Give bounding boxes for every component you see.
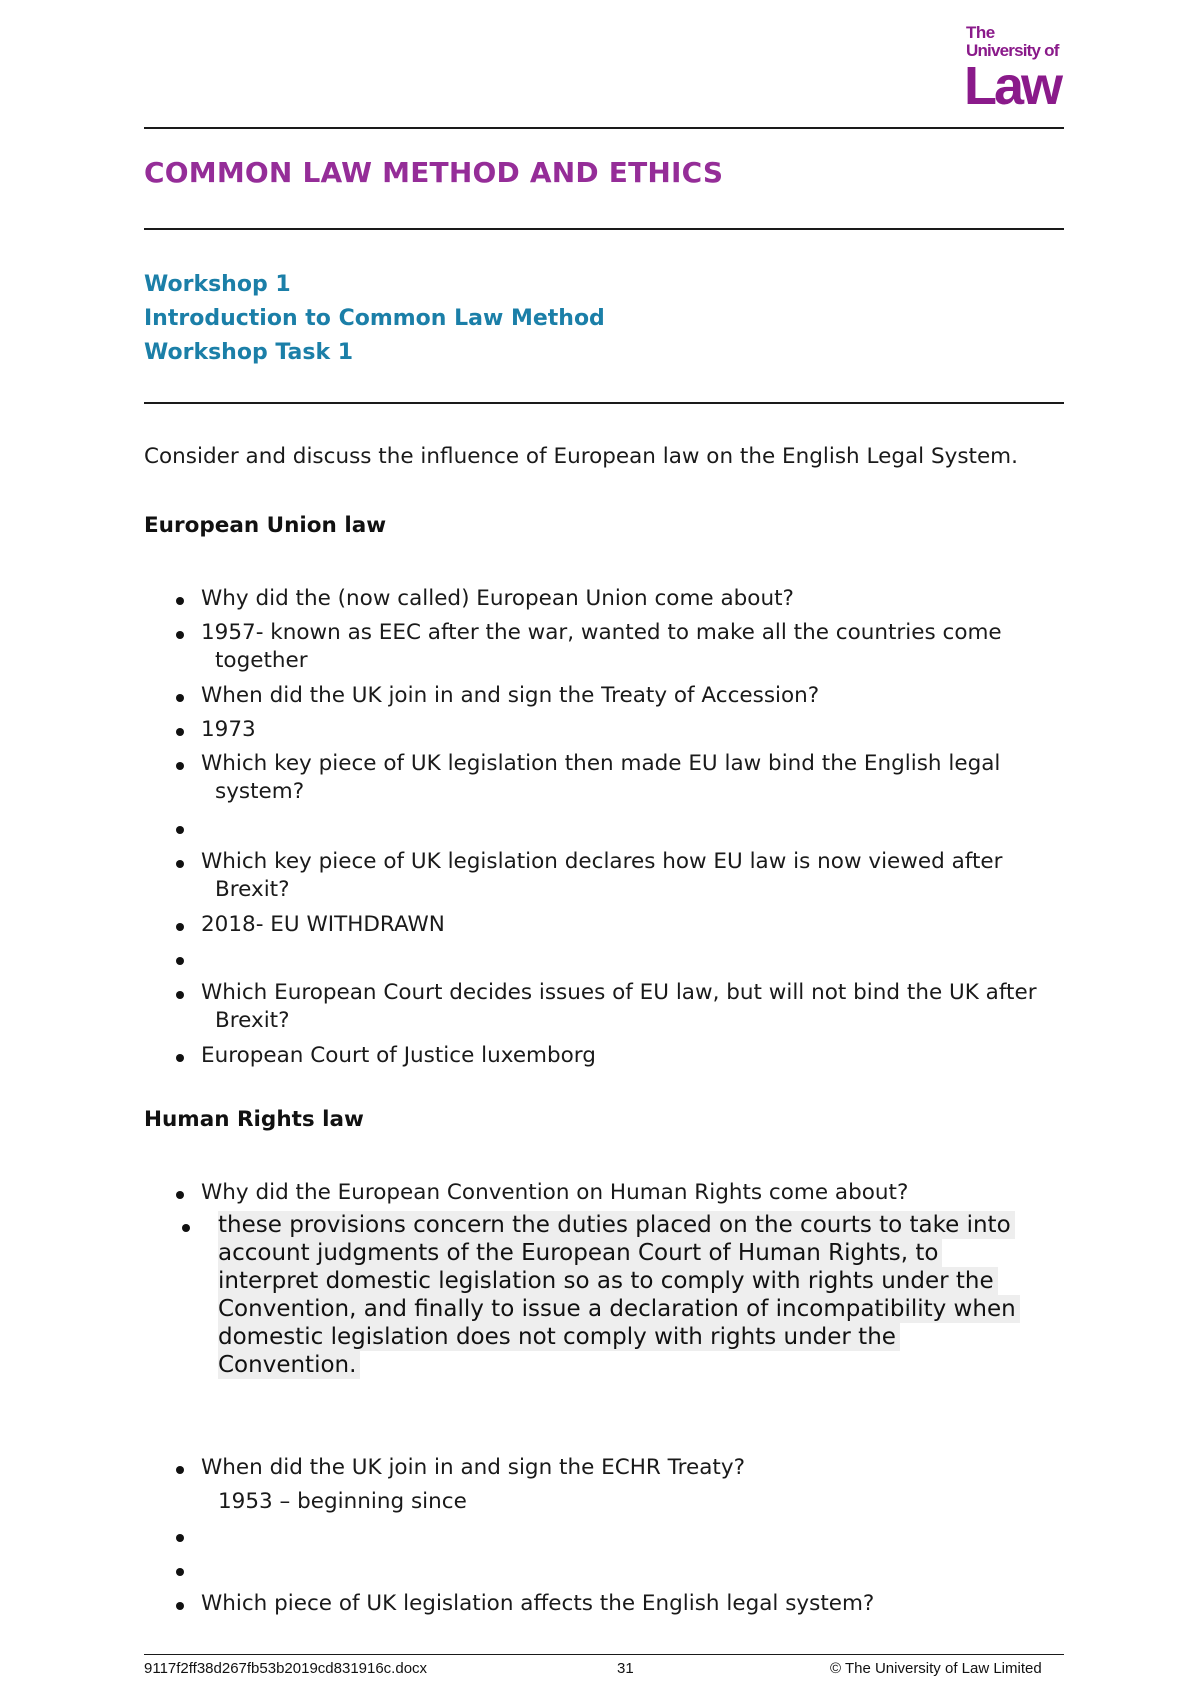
bullet-icon <box>176 1568 184 1576</box>
list-item-text: 1957- known as EEC after the war, wanted to make all the countries come <box>201 620 1002 645</box>
list-item-text-continued: Brexit? <box>215 877 290 902</box>
bullet-icon <box>176 631 184 639</box>
bullet-icon <box>176 728 184 736</box>
list-item-text: 1973 <box>201 717 256 742</box>
footer-copyright: © The University of Law Limited <box>830 1660 1042 1677</box>
logo-line-2: University of <box>966 41 1059 60</box>
bullet-icon <box>176 1466 184 1474</box>
bullet-icon <box>182 1224 190 1232</box>
bullet-icon <box>176 957 184 965</box>
list-item-text: Why did the (now called) European Union come about? <box>201 586 794 611</box>
university-logo <box>964 23 1066 116</box>
list-item-text: When did the UK join in and sign the ECHR Treaty? <box>201 1455 745 1480</box>
bullet-icon <box>176 923 184 931</box>
quote-line: interpret domestic legislation so as to comply with rights under the <box>218 1267 998 1295</box>
logo-line-1: The <box>966 23 995 42</box>
quote-line: Convention, and finally to issue a declaration of incompatibility when <box>218 1295 1020 1323</box>
bullet-icon <box>176 1054 184 1062</box>
list-item-text: Which key piece of UK legislation then made EU law bind the English legal <box>201 751 1001 776</box>
eu-heading: European Union law <box>144 513 387 538</box>
list-item-text: Why did the European Convention on Human Rights come about? <box>201 1180 909 1205</box>
quote-line: domestic legislation does not comply with rights under the <box>218 1323 900 1351</box>
bullet-icon <box>176 1534 184 1542</box>
quote-line: these provisions concern the duties placed on the courts to take into <box>218 1211 1015 1239</box>
hr-heading: Human Rights law <box>144 1107 364 1132</box>
footer-filename: 9117f2ff38d267fb53b2019cd831916c.docx <box>144 1660 428 1677</box>
bullet-icon <box>176 860 184 868</box>
list-item-text: When did the UK join in and sign the Treaty of Accession? <box>201 683 820 708</box>
list-item-text: Which key piece of UK legislation declares how EU law is now viewed after <box>201 849 1003 874</box>
divider-title <box>144 228 1064 230</box>
page-title: COMMON LAW METHOD AND ETHICS <box>144 156 724 189</box>
quote-line: Convention. <box>218 1351 360 1379</box>
list-item-text-continued: together <box>215 648 308 673</box>
logo-line-3: Law <box>964 56 1061 116</box>
footer-divider <box>144 1654 1064 1655</box>
bullet-icon <box>176 991 184 999</box>
bullet-icon <box>176 597 184 605</box>
list-item-text: 2018- EU WITHDRAWN <box>201 912 445 937</box>
bullet-icon <box>176 762 184 770</box>
bullet-icon <box>176 1602 184 1610</box>
highlighted-quote <box>218 1211 1020 1379</box>
divider-top <box>144 127 1064 129</box>
divider-subheadings <box>144 402 1064 404</box>
list-item-text-continued: system? <box>215 779 305 804</box>
bullet-icon <box>176 826 184 834</box>
list-item-text: European Court of Justice luxemborg <box>201 1043 596 1068</box>
workshop-task: Workshop Task 1 <box>144 340 354 365</box>
bullet-icon <box>176 694 184 702</box>
intro-text: Consider and discuss the influence of European law on the English Legal System. <box>144 444 1018 469</box>
bullet-icon <box>176 1191 184 1199</box>
quote-line: account judgments of the European Court of Human Rights, to <box>218 1239 942 1267</box>
list-item-text-continued: Brexit? <box>215 1008 290 1033</box>
list-item-text: Which European Court decides issues of EU law, but will not bind the UK after <box>201 980 1037 1005</box>
footer-page-number: 31 <box>617 1660 634 1677</box>
workshop-label: Workshop 1 <box>144 272 291 297</box>
list-item-text: Which piece of UK legislation affects the English legal system? <box>201 1591 875 1616</box>
workshop-topic: Introduction to Common Law Method <box>144 306 605 331</box>
answer-text: 1953 – beginning since <box>218 1489 467 1514</box>
